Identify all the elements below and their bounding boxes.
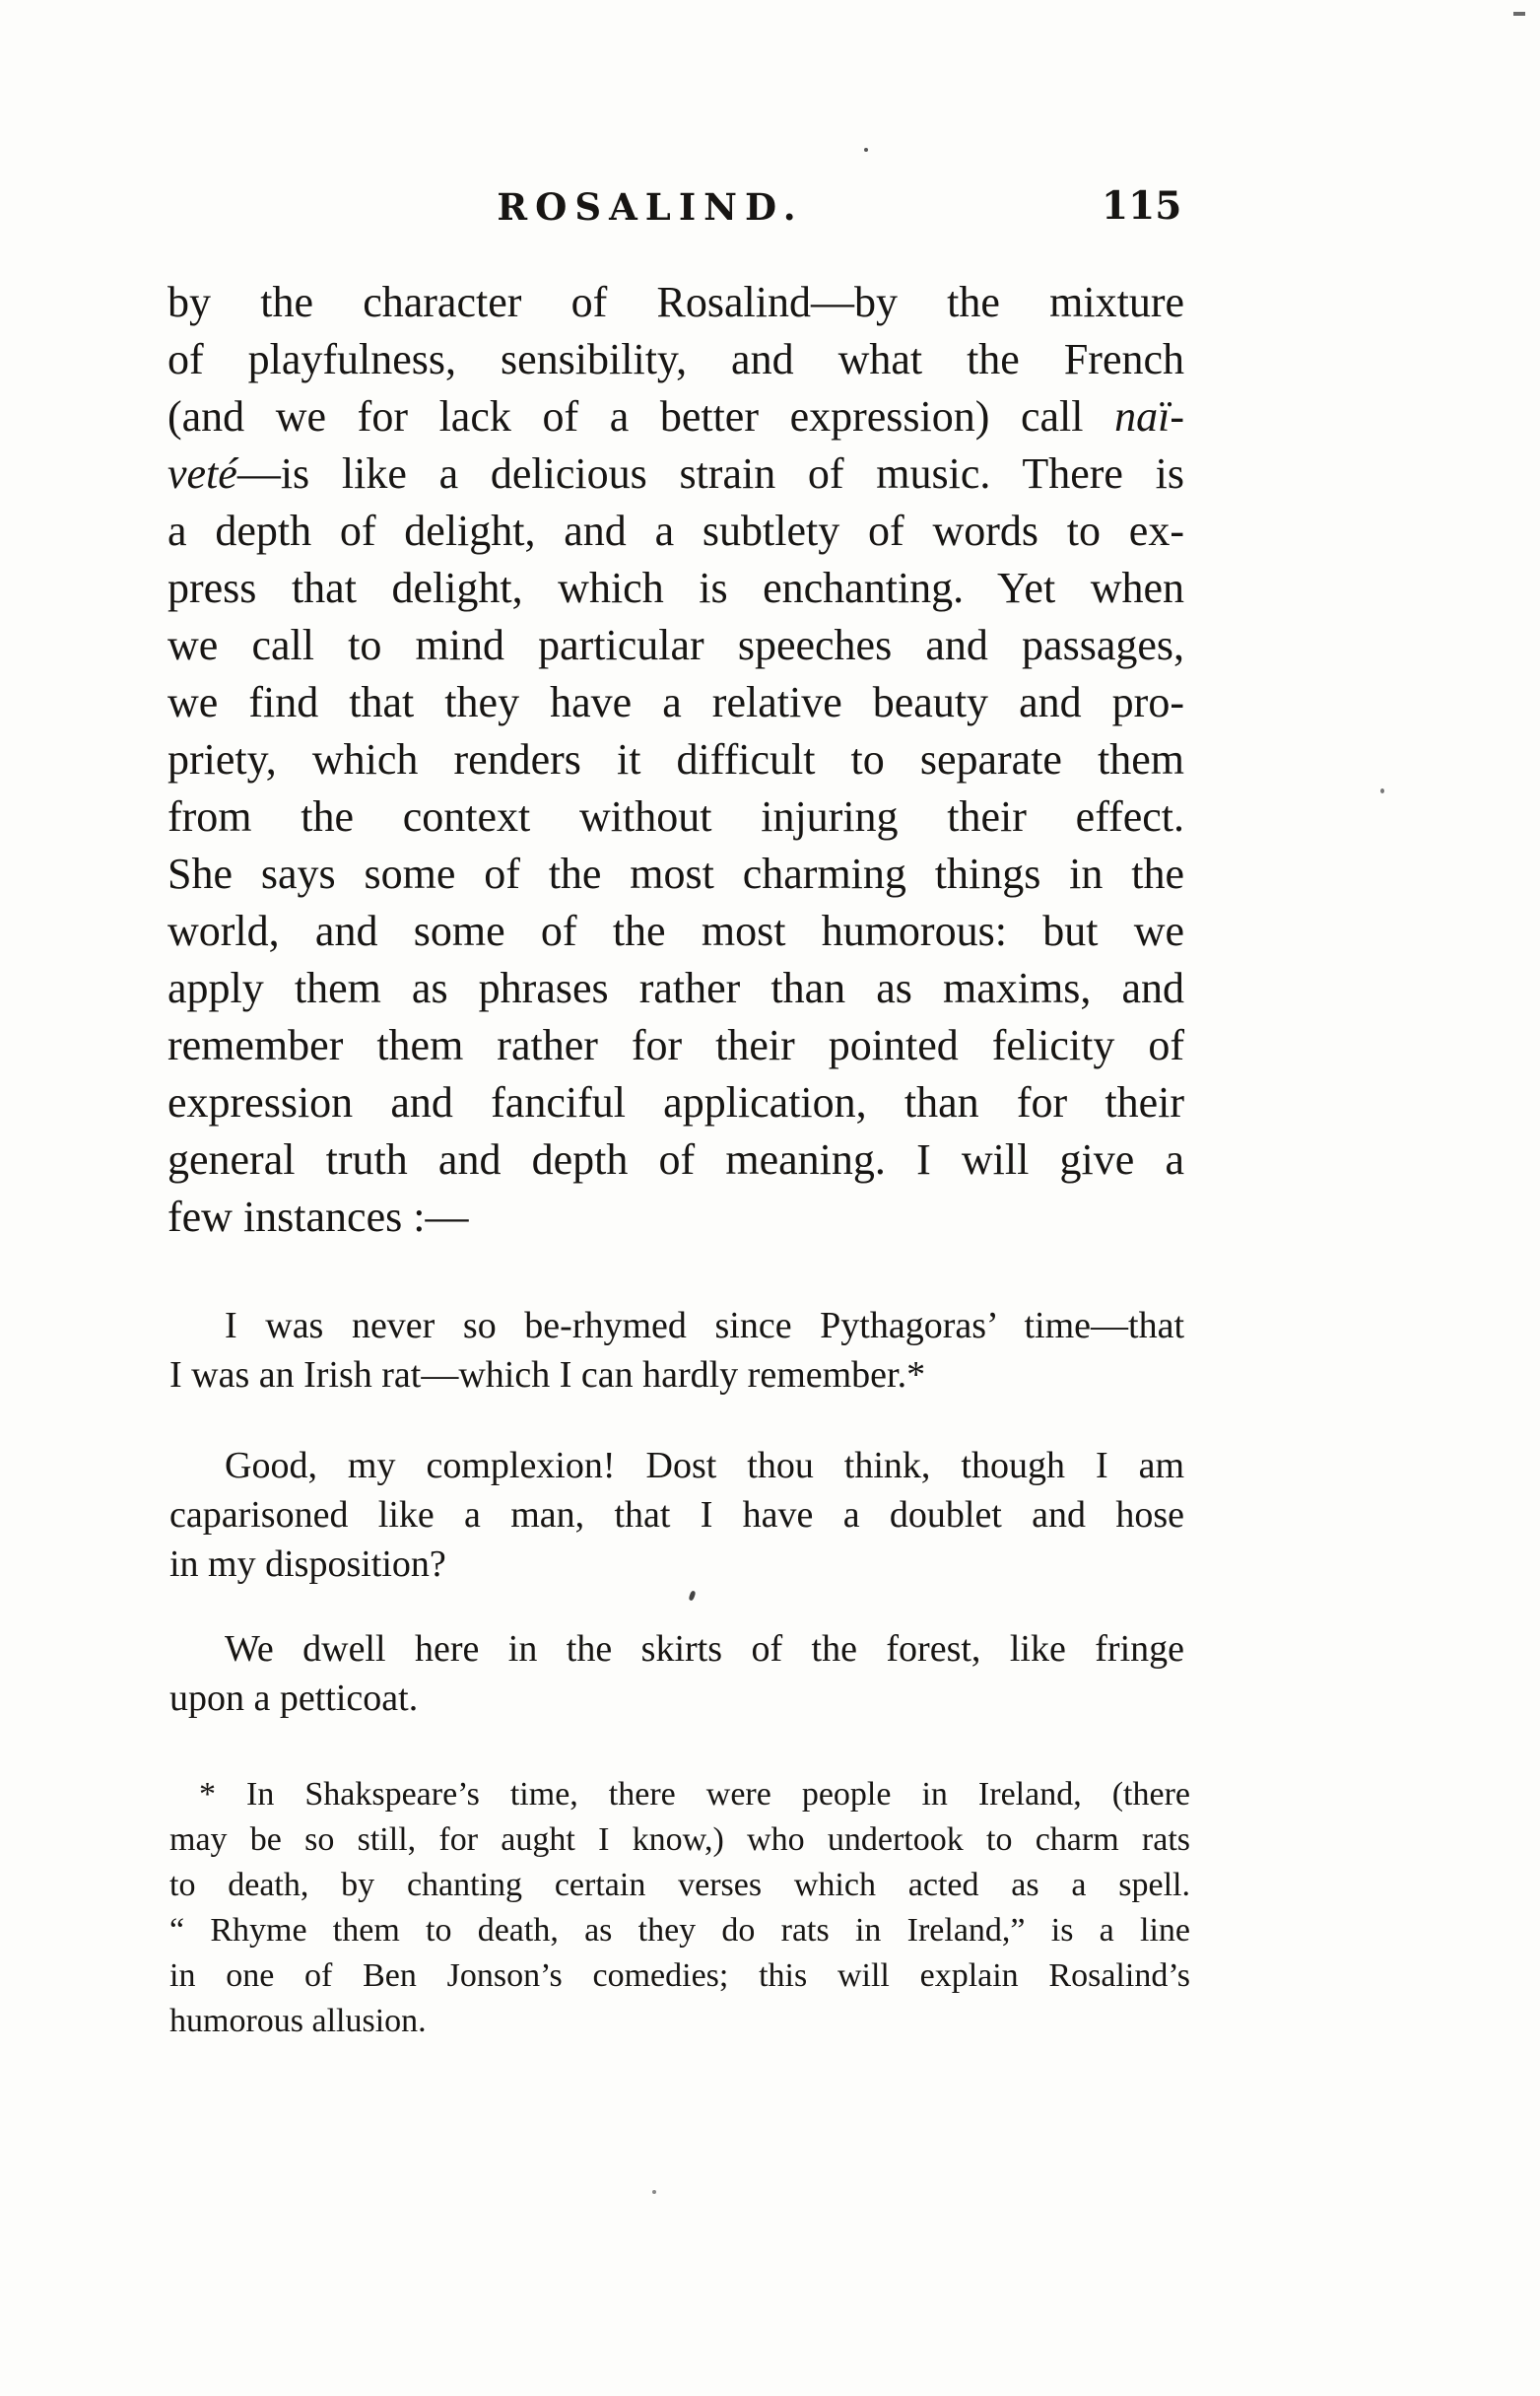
text-line: few instances :— (167, 1193, 469, 1241)
scan-artifact (864, 148, 868, 152)
text-line: press that delight, which is enchanting. Yet when (167, 564, 1184, 612)
text-line: We dwell here in the skirts of the forest, like fringe (225, 1628, 1184, 1670)
quote-block-3 (169, 1624, 1184, 1723)
text-line: veté—is like a delicious strain of music. There is (167, 449, 1184, 498)
main-paragraph (167, 274, 1184, 1246)
text-line: by the character of Rosalind—by the mixture (167, 278, 1184, 326)
text-line: She says some of the most charming things in the (167, 850, 1184, 898)
running-title: ROSALIND. (497, 185, 804, 229)
scan-artifact (1513, 12, 1525, 16)
text-line: from the context without injuring their effect. (167, 792, 1184, 841)
text-line: “ Rhyme them to death, as they do rats in Ireland,” is a line (169, 1912, 1190, 1949)
text-line: I was never so be-rhymed since Pythagoras’ time—that (225, 1305, 1184, 1346)
quote-block-2 (169, 1441, 1184, 1589)
scan-artifact (652, 2190, 656, 2194)
scan-artifact (1380, 788, 1384, 793)
quote-block-1 (169, 1301, 1184, 1400)
text-line: world, and some of the most humorous: but we (167, 907, 1184, 955)
text-line: (and we for lack of a better expression) call naï- (167, 392, 1184, 441)
text-line: * In Shakspeare’s time, there were people in Ireland, (there (199, 1776, 1190, 1813)
text-line: Good, my complexion! Dost thou think, though I am (225, 1445, 1184, 1486)
page-number: 115 (1102, 183, 1182, 229)
text-line: we call to mind particular speeches and passages, (167, 621, 1184, 669)
text-line: general truth and depth of meaning. I will give a (167, 1135, 1184, 1184)
text-line: to death, by chanting certain verses which acted as a spell. (169, 1867, 1190, 1903)
text-line: we find that they have a relative beauty and pro- (167, 678, 1184, 726)
text-line: a depth of delight, and a subtlety of words to ex- (167, 507, 1184, 555)
text-line: may be so still, for aught I know,) who undertook to charm rats (169, 1821, 1190, 1858)
text-line: remember them rather for their pointed felicity of (167, 1021, 1184, 1069)
text-line: upon a petticoat. (169, 1677, 419, 1719)
footnote (169, 1772, 1190, 2044)
text-line: in my disposition? (169, 1543, 446, 1585)
text-line: humorous allusion. (169, 2003, 427, 2039)
text-line: priety, which renders it difficult to separate them (167, 735, 1184, 784)
text-line: caparisoned like a man, that I have a doublet and hose (169, 1494, 1184, 1536)
text-line: expression and fanciful application, than for their (167, 1078, 1184, 1127)
text-line: in one of Ben Jonson’s comedies; this will explain Rosalind’s (169, 1957, 1190, 1994)
scan-artifact (688, 1590, 696, 1601)
text-line: I was an Irish rat—which I can hardly remember.* (169, 1354, 926, 1396)
text-line: apply them as phrases rather than as maxims, and (167, 964, 1184, 1012)
text-line: of playfulness, sensibility, and what the French (167, 335, 1184, 383)
